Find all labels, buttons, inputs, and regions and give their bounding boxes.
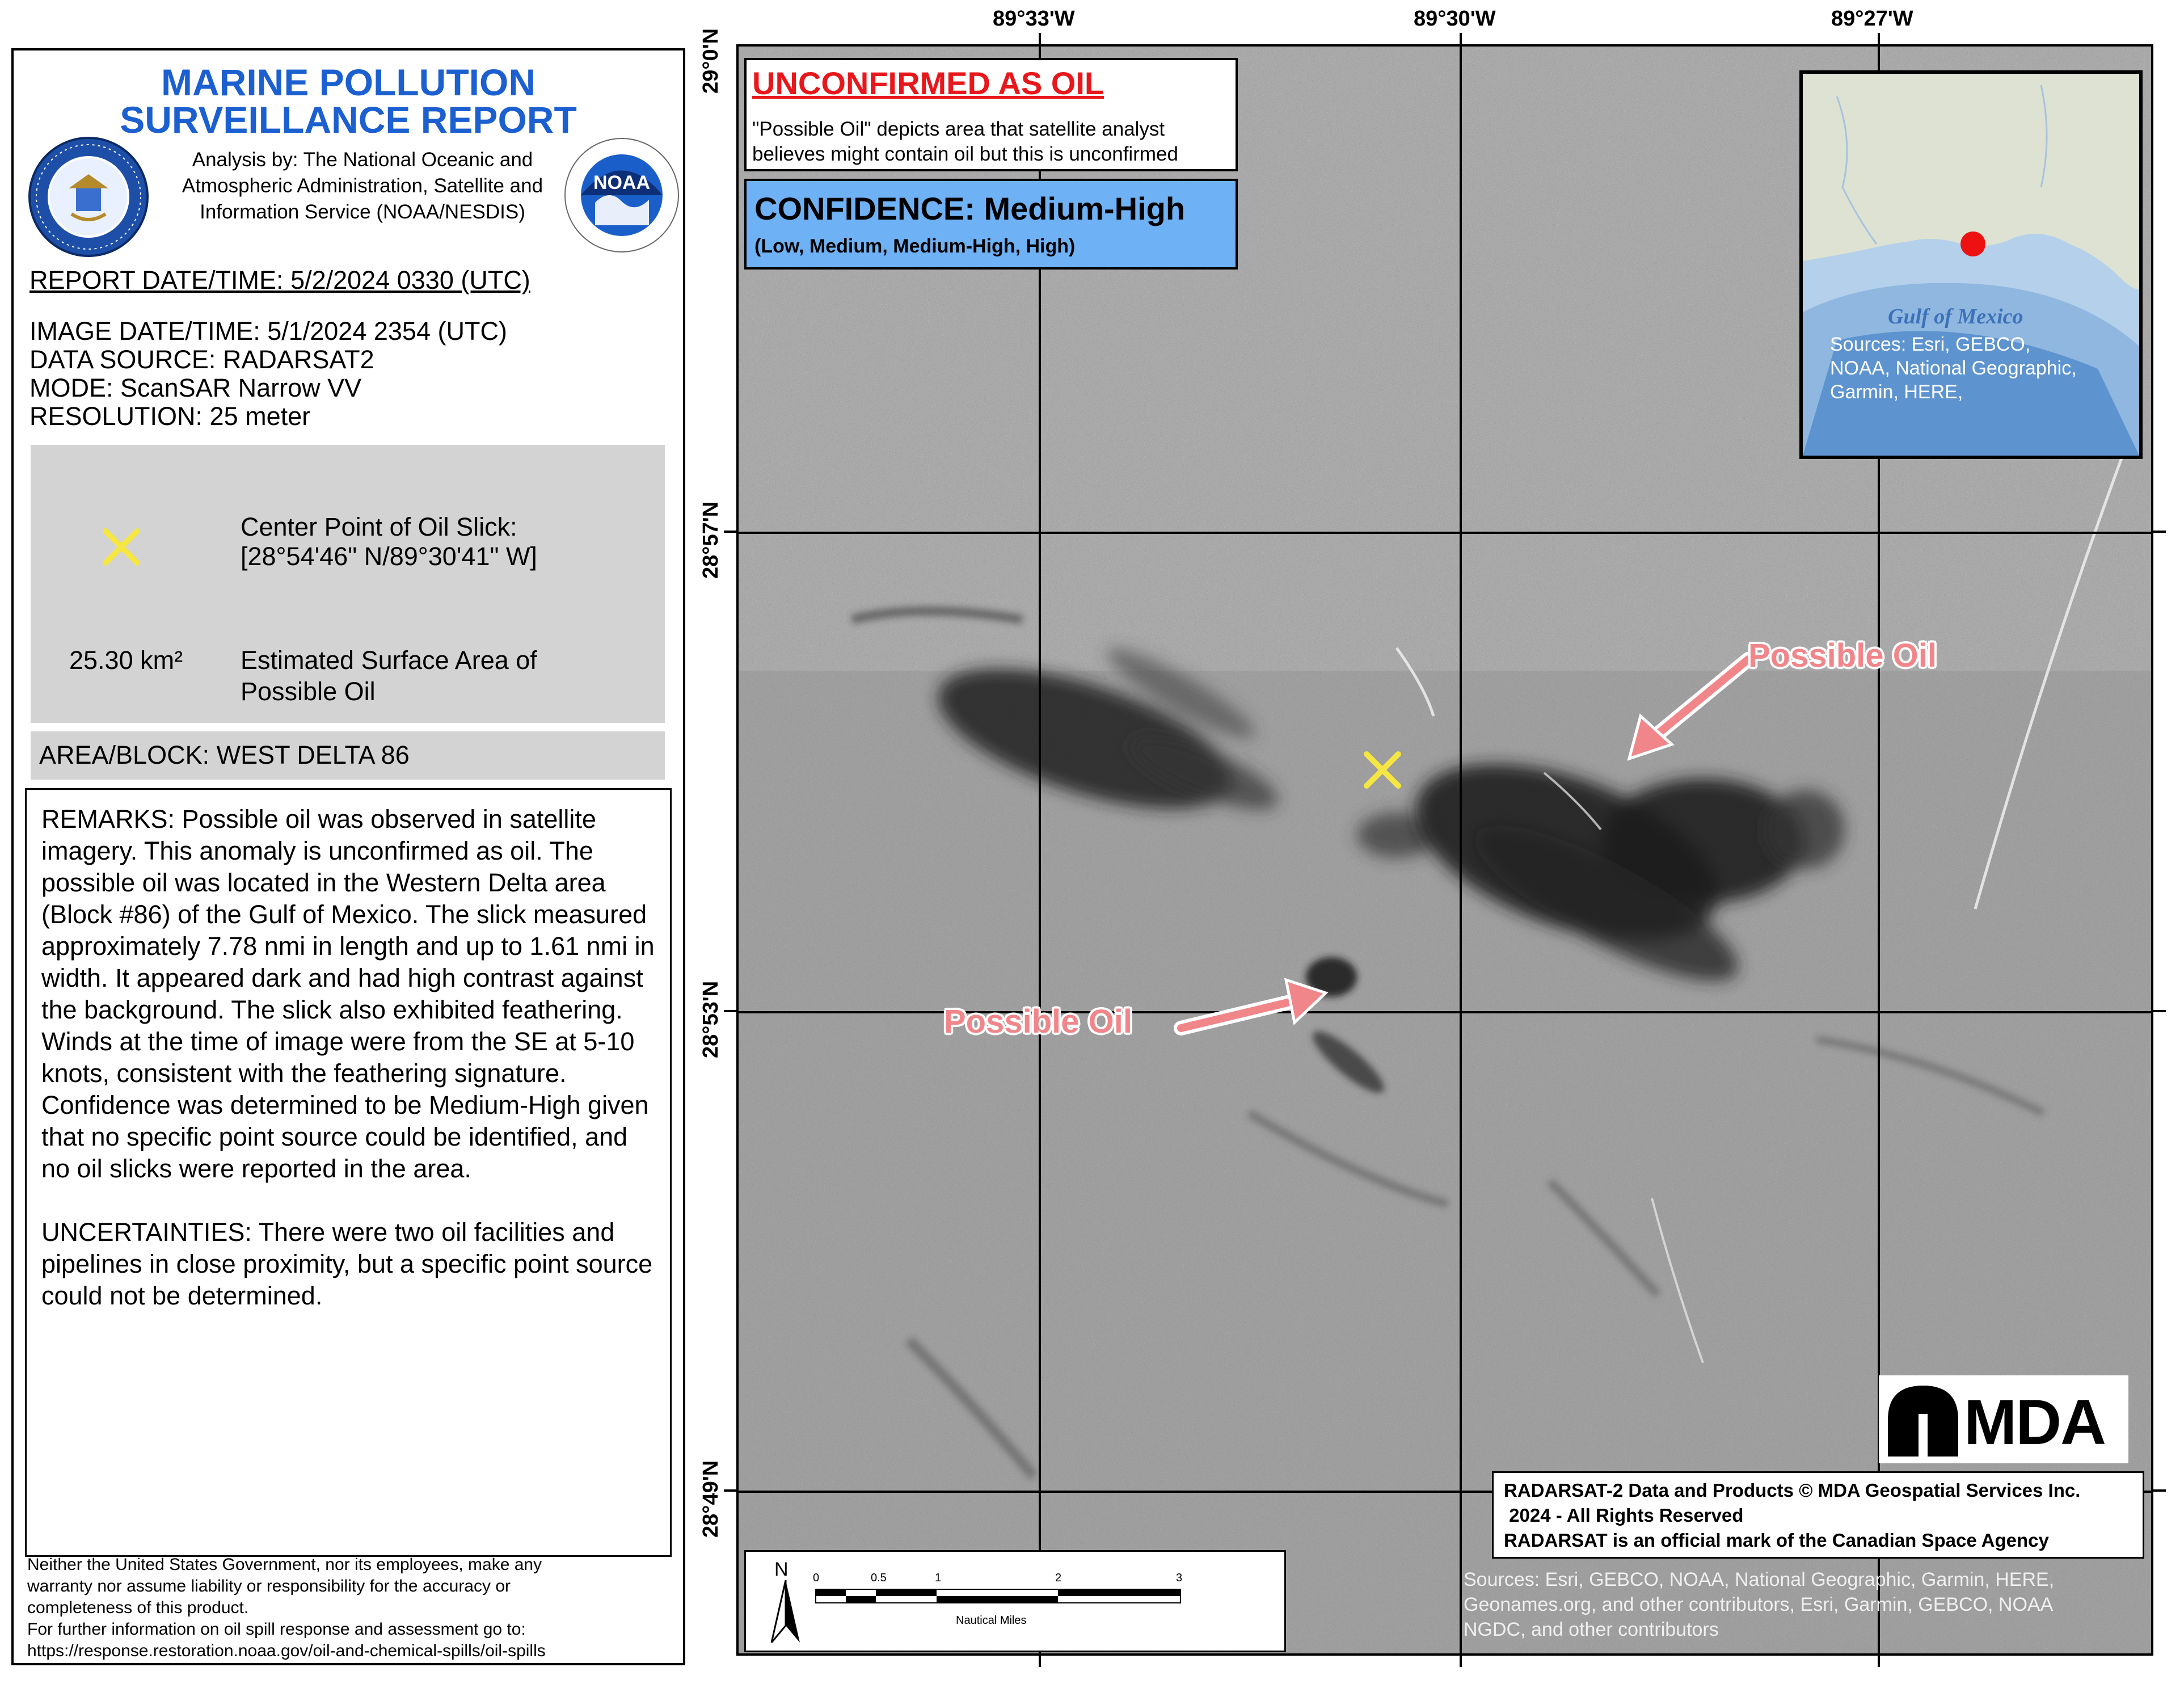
scale-tick-3: 3 — [1176, 1572, 1183, 1584]
lat-label-1: 29°0'N — [699, 28, 723, 94]
lon-label-2: 89°30'W — [1414, 7, 1496, 31]
disclaimer-line2: warranty nor assume liability or responsibility for the accuracy or — [27, 1577, 511, 1596]
center-point-coords: [28°54'46" N/89°30'41" W] — [241, 542, 537, 571]
analysis-line1: Analysis by: The National Oceanic and — [192, 149, 533, 171]
gridline-lon-2 — [1460, 47, 1462, 1653]
center-point-marker-icon[interactable] — [1360, 747, 1405, 793]
possible-oil-arrow-1-icon — [1618, 648, 1765, 773]
unconfirmed-line1: "Possible Oil" depicts area that satellite analyst — [752, 118, 1165, 140]
lat-label-2: 28°57'N — [699, 501, 723, 579]
department-of-commerce-seal-icon — [26, 134, 151, 259]
tick-mark — [724, 531, 737, 533]
tick-mark — [2152, 1489, 2166, 1492]
resolution: RESOLUTION: 25 meter — [29, 402, 311, 431]
area-value: 25.30 km² — [69, 646, 183, 675]
inset-sources-line2: NOAA, National Geographic, — [1830, 357, 2077, 379]
area-label-line2: Possible Oil — [241, 677, 376, 706]
disclaimer — [27, 1554, 680, 1662]
inset-sources-line3: Garmin, HERE, — [1830, 381, 1963, 403]
unconfirmed-box — [744, 58, 1238, 171]
area-label-line1: Estimated Surface Area of — [241, 646, 537, 675]
lon-label-1: 89°33'W — [993, 7, 1075, 31]
remarks-text: REMARKS: Possible oil was observed in satellite imagery. This anomaly is unconfirmed as oil. The possible oil was located in the Western Delta area (Block #86) of the Gulf of Mexico. The slick measured approximately 7.78 nmi in length and up to 1.61 nmi in width. It appeared dark and had high contrast against the background. The slick also exhibited feathering. Winds at the time of image were from the SE at 5-10 knots, consistent with the feathering signature. Confidence was determined to be Medium-High given that no specific point source could be identified, and no oil slicks were reported in the area. — [41, 805, 655, 1183]
report-title-line1: MARINE POLLUTION — [161, 61, 536, 103]
analysis-line3: Information Service (NOAA/NESDIS) — [200, 201, 525, 223]
remarks-box — [25, 788, 672, 1557]
center-point-label: Center Point of Oil Slick: — [241, 512, 517, 541]
area-block-box — [31, 731, 665, 780]
confidence-box — [744, 179, 1238, 270]
scale-tick-0: 0 — [813, 1572, 820, 1584]
mda-copyright-box — [1492, 1471, 2144, 1559]
analysis-line2: Atmospheric Administration, Satellite and — [182, 175, 543, 197]
inset-sources-line1: Sources: Esri, GEBCO, — [1830, 334, 2031, 355]
svg-text:NOAA: NOAA — [593, 172, 651, 193]
disclaimer-line4: For further information on oil spill response and assessment go to: — [27, 1620, 526, 1639]
unconfirmed-title: UNCONFIRMED AS OIL — [752, 65, 1104, 101]
lat-label-4: 28°49'N — [699, 1460, 723, 1538]
disclaimer-line5[interactable]: https://response.restoration.noaa.gov/oil-and-chemical-spills/oil-spills — [27, 1641, 546, 1660]
map-sources — [1464, 1567, 2054, 1642]
scalebar-box — [744, 1550, 1286, 1652]
possible-oil-label-2: Possible Oil — [944, 1003, 1132, 1040]
scale-tick-2: 2 — [1055, 1572, 1062, 1584]
tick-mark — [724, 1489, 737, 1492]
scale-units: Nautical Miles — [956, 1614, 1027, 1627]
lon-label-3: 89°27'W — [1831, 7, 1913, 31]
confidence-title: CONFIDENCE: Medium-High — [754, 191, 1186, 226]
area-block: AREA/BLOCK: WEST DELTA 86 — [39, 740, 410, 769]
possible-oil-label-1: Possible Oil — [1748, 637, 1937, 674]
inset-locator-map — [1799, 70, 2143, 459]
tick-mark — [724, 1010, 737, 1012]
gridline-lon-1 — [1039, 47, 1041, 1653]
mode: MODE: ScanSAR Narrow VV — [29, 373, 362, 402]
north-label: N — [774, 1559, 789, 1580]
report-title-line2: SURVEILLANCE REPORT — [120, 99, 577, 141]
mda-logo — [1879, 1375, 2128, 1463]
uncertainties-text: UNCERTAINTIES: There were two oil facilities and pipelines in close proximity, but a specific point source could not be determined. — [41, 1218, 653, 1310]
north-arrow-icon — [769, 1580, 803, 1643]
scale-bar — [815, 1589, 1181, 1606]
confidence-scale: (Low, Medium, Medium-High, High) — [754, 235, 1076, 257]
center-point-x-icon — [99, 524, 144, 570]
image-datetime: IMAGE DATE/TIME: 5/1/2024 2354 (UTC) — [29, 317, 507, 346]
gridline-lat-1 — [739, 532, 2151, 534]
tick-mark — [2152, 1010, 2166, 1012]
legend-box — [31, 445, 665, 723]
map-sources-line3: NGDC, and other contributors — [1464, 1619, 1719, 1640]
scale-tick-0-5: 0.5 — [871, 1572, 887, 1584]
lat-label-3: 28°53'N — [699, 980, 723, 1058]
mda-logo-text: MDA — [1964, 1387, 2106, 1458]
sar-image-map[interactable] — [736, 44, 2153, 1656]
tick-mark — [2152, 531, 2166, 533]
report-panel — [11, 48, 685, 1665]
report-datetime: REPORT DATE/TIME: 5/2/2024 0330 (UTC) — [29, 266, 530, 294]
map-sources-line1: Sources: Esri, GEBCO, NOAA, National Geographic, Garmin, HERE, — [1464, 1569, 2055, 1590]
mda-copyright-line2: 2024 - All Rights Reserved — [1504, 1505, 1744, 1526]
disclaimer-line1: Neither the United States Government, nor its employees, make any — [27, 1555, 542, 1574]
svg-text:Gulf of Mexico: Gulf of Mexico — [1888, 305, 2023, 329]
possible-oil-arrow-2-icon — [1170, 971, 1340, 1045]
mda-copyright-line3: RADARSAT is an official mark of the Canadian Space Agency — [1504, 1530, 2049, 1551]
noaa-logo-icon — [564, 134, 680, 256]
mda-copyright-line1: RADARSAT-2 Data and Products © MDA Geospatial Services Inc. — [1504, 1480, 2081, 1501]
map-sources-line2: Geonames.org, and other contributors, Esri, Garmin, GEBCO, NOAA — [1464, 1594, 2054, 1615]
mda-logo-mark-icon — [1883, 1380, 1963, 1459]
data-source: DATA SOURCE: RADARSAT2 — [29, 345, 374, 374]
disclaimer-line3: completeness of this product. — [27, 1598, 249, 1617]
unconfirmed-line2: believes might contain oil but this is unconfirmed — [752, 143, 1178, 165]
scale-tick-1: 1 — [935, 1572, 942, 1584]
